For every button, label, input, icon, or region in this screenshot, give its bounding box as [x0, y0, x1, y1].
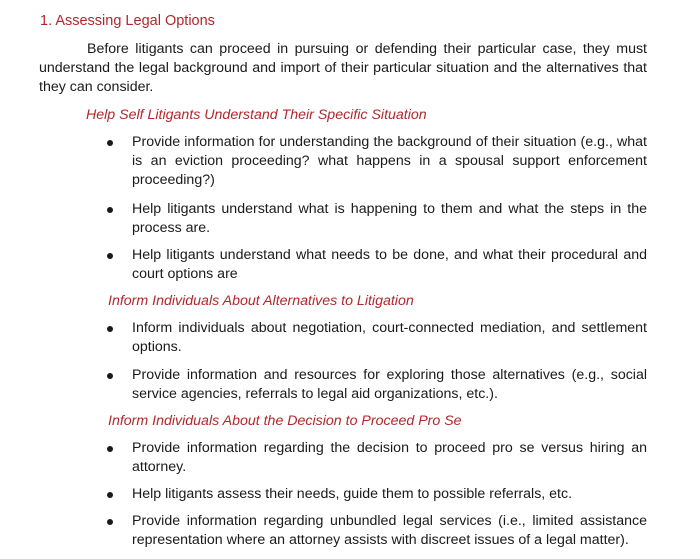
intro-paragraph: Before litigants can proceed in pursuing or defending their particular case, they must understand the legal background and import of their particular situation and the alternatives that they can consider.: [39, 41, 647, 95]
bullet-icon: [107, 140, 113, 146]
section-heading: 1. Assessing Legal Options: [40, 13, 215, 29]
list-item-text: Provide information regarding the decision to proceed pro se versus hiring an attorney.: [132, 440, 647, 475]
list-item: [104, 319, 647, 357]
list-item: [104, 200, 647, 238]
bullet-icon: [107, 207, 113, 213]
list-item-text: Provide information and resources for exploring those alternatives (e.g., social service agencies, referrals to legal aid organizations, etc.).: [132, 367, 647, 402]
list-item-text: Help litigants understand what needs to be done, and what their procedural and court options are: [132, 247, 647, 282]
list-item-text: Provide information for understanding the background of their situation (e.g., what is an eviction proceeding? what happens in a spousal support enforcement proceeding?): [132, 134, 647, 188]
list-item-text: Provide information regarding unbundled legal services (i.e., limited assistance representation where an attorney assists with discreet issues of a legal matter).: [132, 513, 647, 548]
list-item-text: Help litigants understand what is happening to them and what the steps in the process are.: [132, 201, 647, 236]
subheading-understand-situation: Help Self Litigants Understand Their Specific Situation: [86, 107, 427, 123]
subheading-pro-se: Inform Individuals About the Decision to Proceed Pro Se: [108, 413, 462, 429]
bullet-list-alternatives: [104, 319, 647, 404]
list-item: [104, 246, 647, 284]
bullet-list-understand-situation: [104, 133, 647, 284]
list-item: [104, 439, 647, 477]
list-item-text: Help litigants assess their needs, guide them to possible referrals, etc.: [132, 486, 573, 502]
list-item-text: Inform individuals about negotiation, court-connected mediation, and settlement options.: [132, 320, 647, 355]
list-item: [104, 485, 647, 504]
bullet-icon: [107, 446, 113, 452]
bullet-icon: [107, 373, 113, 379]
bullet-icon: [107, 326, 113, 332]
list-item: [104, 512, 647, 550]
bullet-list-pro-se: [104, 439, 647, 550]
list-item: [104, 133, 647, 190]
bullet-icon: [107, 253, 113, 259]
list-item: [104, 366, 647, 404]
bullet-icon: [107, 519, 113, 525]
subheading-alternatives: Inform Individuals About Alternatives to Litigation: [108, 293, 414, 309]
bullet-icon: [107, 492, 113, 498]
